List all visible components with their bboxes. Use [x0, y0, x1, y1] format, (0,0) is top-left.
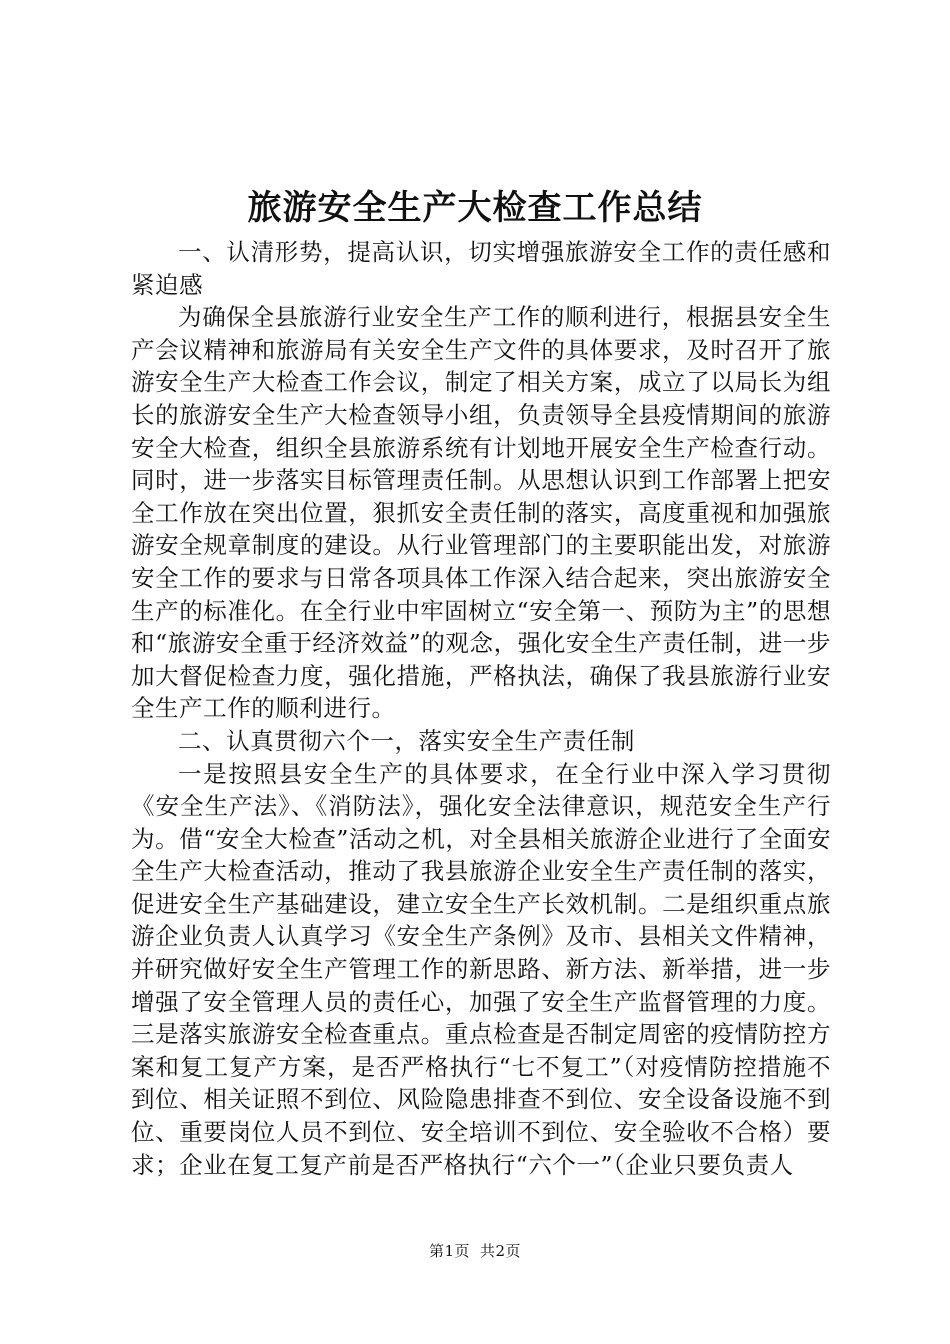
- page-footer: [0, 1241, 950, 1261]
- section-heading-1: 一、认清形势，提高认识，切实增强旅游安全工作的责任感和紧迫感: [131, 238, 831, 299]
- document-title: 旅游安全生产大检查工作总结: [247, 188, 703, 228]
- page-number-total: 共2页: [480, 1242, 522, 1260]
- section-heading-2: 二、认真贯彻六个一，落实安全生产责任制: [178, 726, 635, 755]
- body-paragraph-2: 一是按照县安全生产的具体要求，在全行业中深入学习贯彻《安全生产法》、《消防法》，强化安全法律意识，规范安全生产行为。借“安全大检查”活动之机，对全县相关旅游企业进行了全面安全生产大检查活动，推动了我县旅游企业安全生产责任制的落实，促进安全生产基础建设，建立安全生产长效机制。二是组织重点旅游企业负责人认真学习《安全生产条例》及市、县相关文件精神，并研究做好安全生产管理工作的新思路、新方法、新举措，进一步增强了安全管理人员的责任心，加强了安全生产监督管理的力度。三是落实旅游安全检查重点。重点检查是否制定周密的疫情防控方案和复工复产方案，是否严格执行“七不复工”（对疫情防控措施不到位、相关证照不到位、风险隐患排查不到位、安全设备设施不到位、重要岗位人员不到位、安全培训不到位、安全验收不合格）要求；企业在复工复产前是否严格执行“六个一”（企业只要负责人: [131, 759, 831, 1179]
- body-paragraph-1: 为确保全县旅游行业安全生产工作的顺利进行，根据县安全生产会议精神和旅游局有关安全生产文件的具体要求，及时召开了旅游安全生产大检查工作会议，制定了相关方案，成立了以局长为组长的旅游安全生产大检查领导小组，负责领导全县疫情期间的旅游安全大检查，组织全县旅游系统有计划地开展安全生产检查行动。同时，进一步落实目标管理责任制。从思想认识到工作部署上把安全工作放在突出位置，狠抓安全责任制的落实，高度重视和加强旅游安全规章制度的建设。从行业管理部门的主要职能出发，对旅游安全工作的要求与日常各项具体工作深入结合起来，突出旅游安全生产的标准化。在全行业中牢固树立“安全第一、预防为主”的思想和“旅游安全重于经济效益”的观念，强化安全生产责任制，进一步加大督促检查力度，强化措施，严格执法，确保了我县旅游行业安全生产工作的顺利进行。: [131, 303, 831, 723]
- document-body: [131, 236, 831, 1181]
- page-number-current: 第1页: [428, 1242, 470, 1260]
